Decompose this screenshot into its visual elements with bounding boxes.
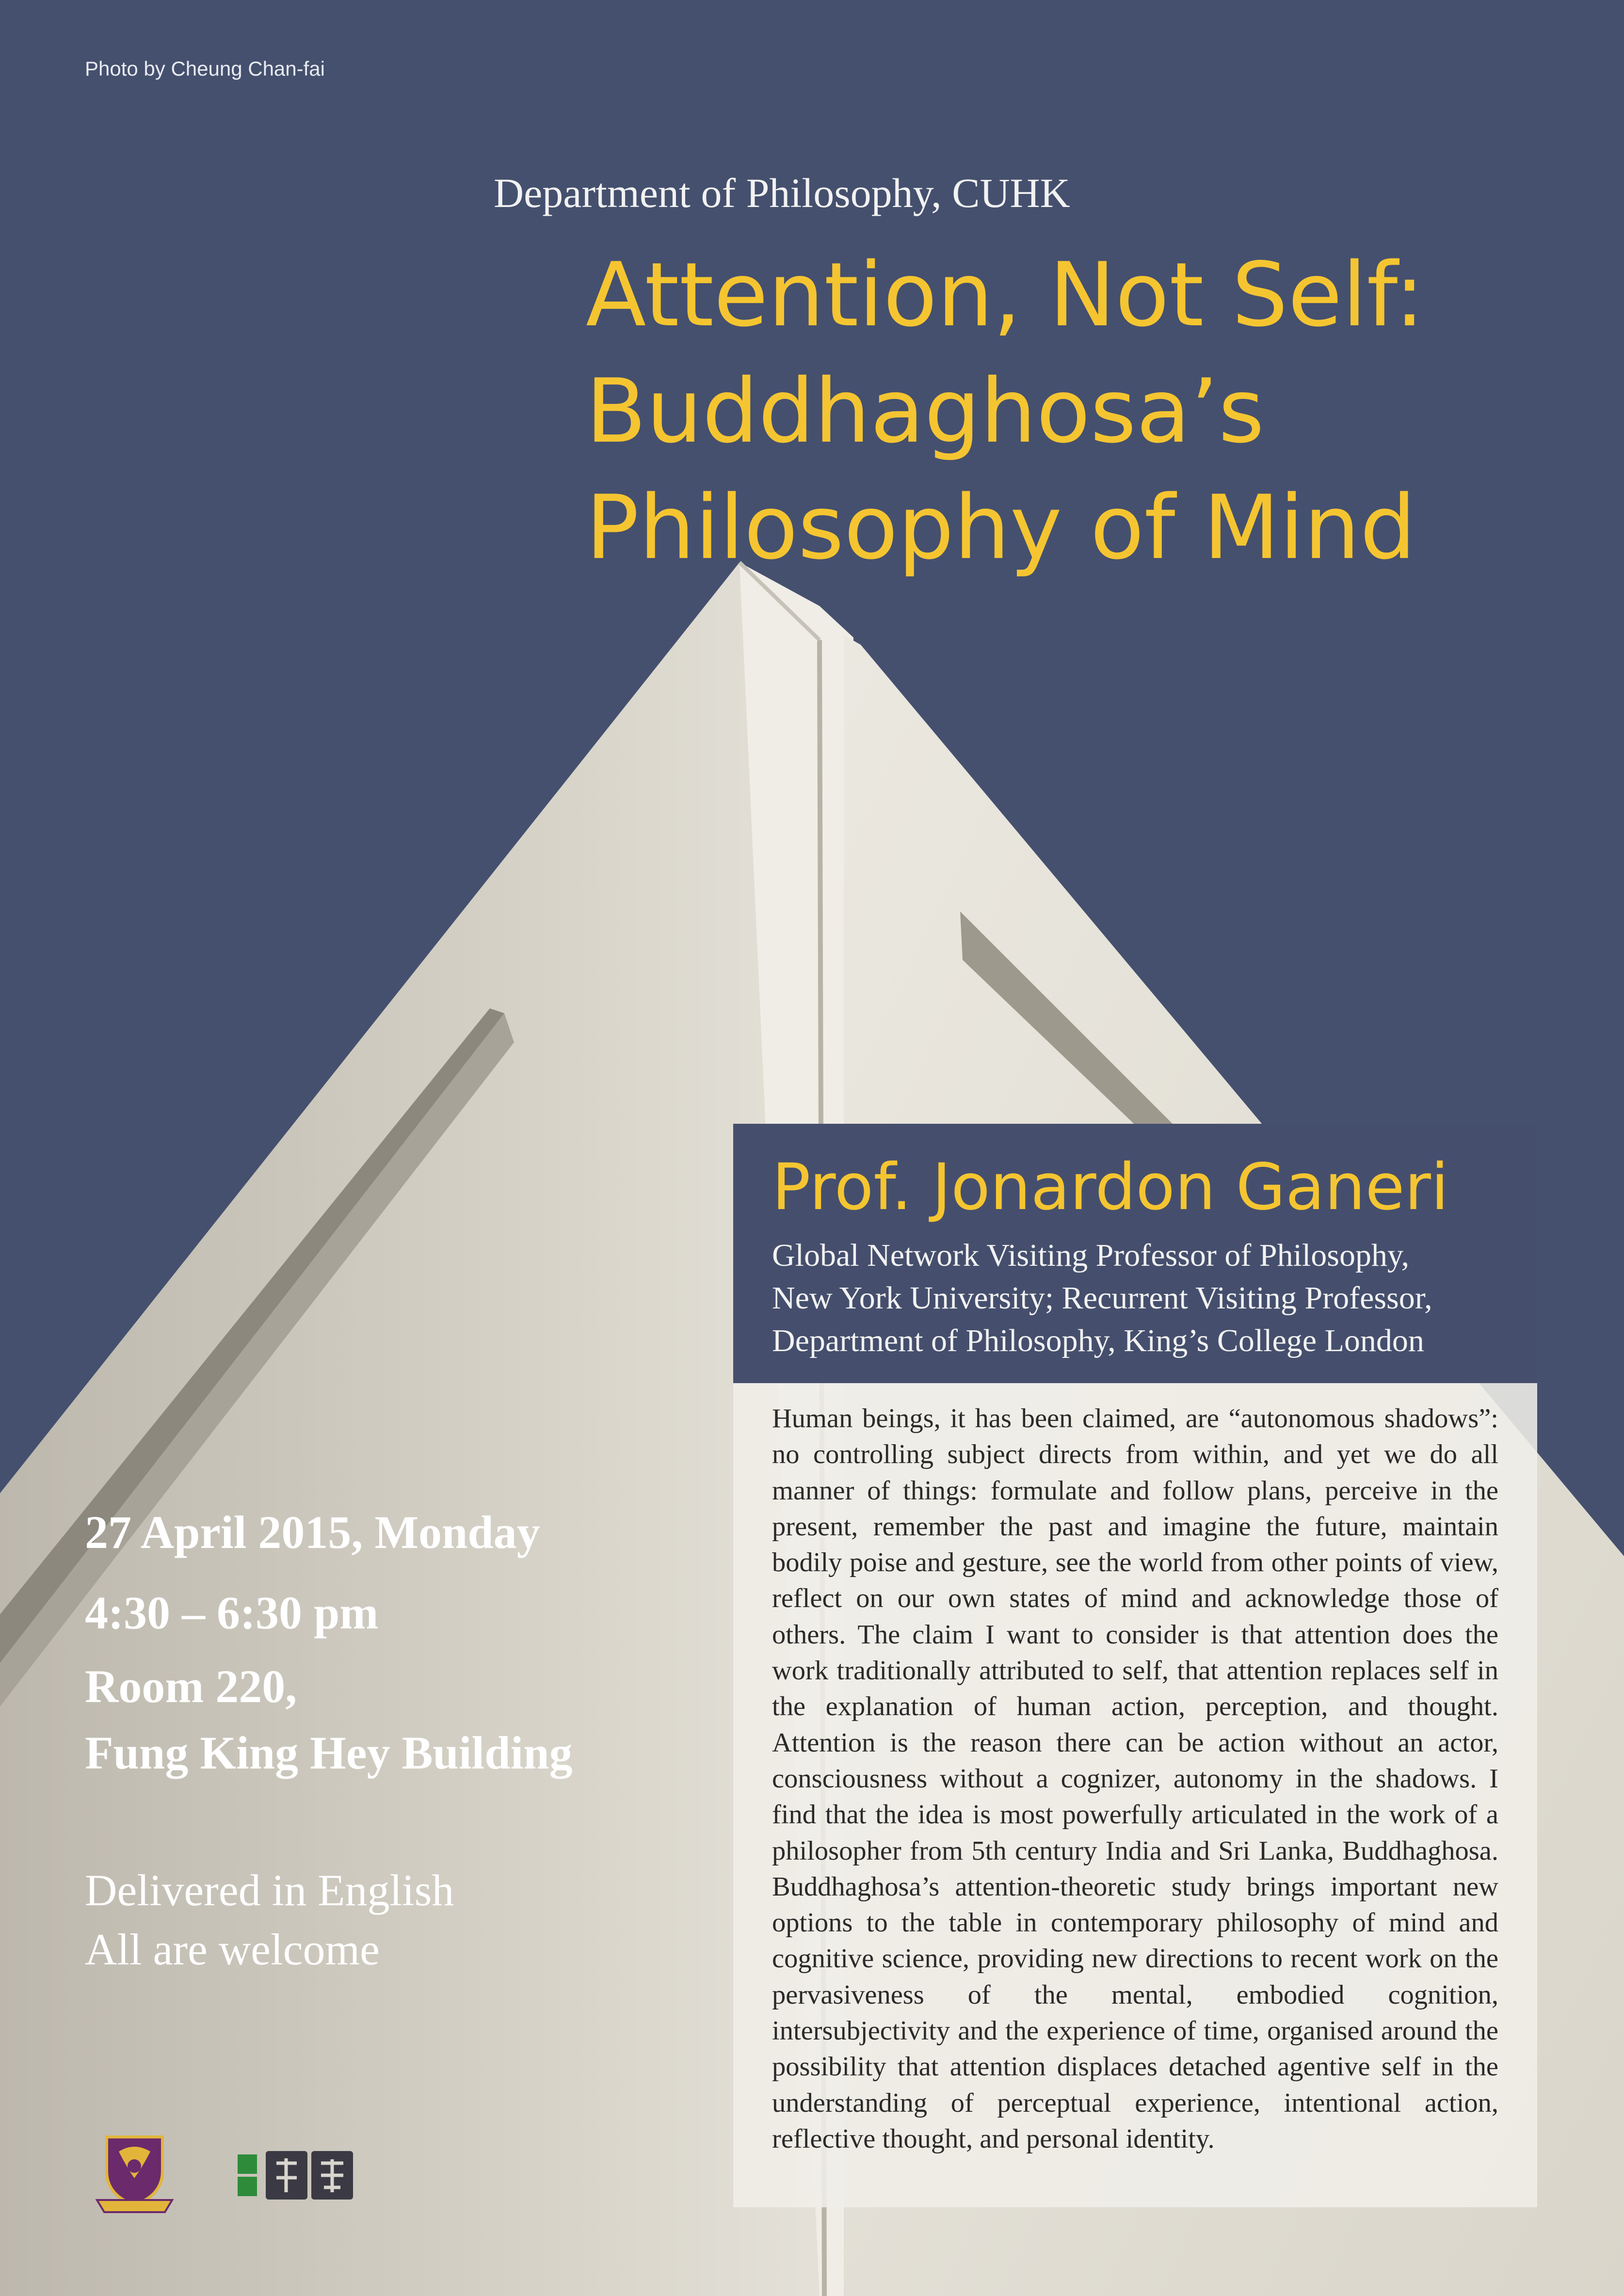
lecture-title	[586, 237, 1424, 586]
event-time: 4:30 – 6:30 pm	[85, 1587, 379, 1639]
speaker-panel	[733, 1124, 1537, 1383]
event-date: 27 April 2015, Monday	[85, 1506, 540, 1558]
event-location-line-2: Fung King Hey Building	[85, 1727, 573, 1779]
abstract-text: Human beings, it has been claimed, are “autonomous shadows”: no controlling subject directs from within, and yet we do all manner of things: formulate and follow plans, perceive in the present, remember the past and imagine the future, maintain bodily poise and gesture, see the world from other points of view, reflect on our own states of mind and acknowledge those of others. The claim I want to consider is that attention does the work traditionally attributed to self, that attention replaces self in the explanation of human action, perception, and thought. Attention is the reason there can be action without an actor, consciousness without a cognizer, autonomy in the shadows. I find that the idea is most powerfully articulated in the work of a philosopher from 5th century India and Sri Lanka, Buddhaghosa. Buddhaghosa’s attention-theoretic study brings important new options to the table in contemporary philosophy of mind and cognitive science, providing new directions to recent work on the pervasiveness of the mental, embodied cognition, intersubjectivity and the experience of time, organised around the possibility that attention displaces detached agentive self in the understanding of perceptual experience, intentional action, reflective thought, and personal identity.	[772, 1403, 1498, 2154]
photo-credit: Photo by Cheung Chan-fai	[85, 57, 325, 80]
cuhk-philosophy-seal-logo	[238, 2149, 354, 2202]
department-name: Department of Philosophy, CUHK	[494, 170, 1070, 216]
event-notes	[85, 1861, 454, 1979]
title-line-1: Attention, Not Self:	[586, 243, 1425, 346]
event-location-line-1: Room 220,	[85, 1660, 297, 1712]
affiliation-line-2: New York University; Recurrent Visiting Professor,	[772, 1280, 1432, 1316]
title-line-3: Philosophy of Mind	[586, 476, 1416, 579]
welcome-note: All are welcome	[85, 1925, 380, 1974]
event-details	[85, 1492, 573, 1786]
language-note: Delivered in English	[85, 1866, 454, 1915]
cuhk-crest-logo	[92, 2132, 177, 2215]
speaker-affiliation	[772, 1234, 1432, 1362]
speaker-name: Prof. Jonardon Ganeri	[772, 1150, 1449, 1225]
title-line-2: Buddhaghosa’s	[586, 360, 1265, 462]
affiliation-line-1: Global Network Visiting Professor of Philosophy,	[772, 1238, 1410, 1273]
affiliation-line-3: Department of Philosophy, King’s College London	[772, 1323, 1424, 1358]
abstract-panel	[733, 1383, 1537, 2207]
